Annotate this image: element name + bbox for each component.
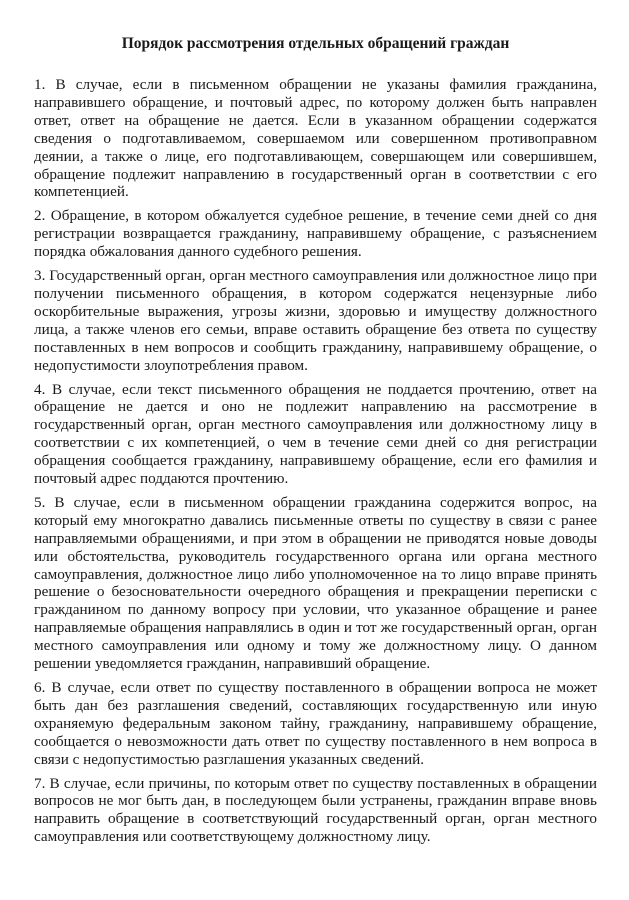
paragraph-6: 6. В случае, если ответ по существу поставленного в обращении вопроса не может быть дан без разглашения сведений, составляющих государственную или иную охраняемую федеральным законом тайну, гражданину, направившему обращение, сообщается о невозможности дать ответ по существу поставленного в нем вопроса в связи с недопустимостью разглашения указанных сведений.: [34, 679, 597, 768]
paragraph-5: 5. В случае, если в письменном обращении гражданина содержится вопрос, на который ему многократно давались письменные ответы по существу в связи с ранее направляемыми обращениями, и при этом в обращении не приводятся новые доводы или обстоятельства, руководитель государственного органа или органа местного самоуправления, должностное лицо либо уполномоченное на то лицо вправе принять решение о безосновательности очередного обращения и прекращении переписки с гражданином по данному вопросу при условии, что указанное обращение и ранее направляемые обращения направлялись в один и тот же государственный орган, орган местного самоуправления или одному и тому же должностному лицу. О данном решении уведомляется гражданин, направивший обращение.: [34, 493, 597, 673]
paragraph-2: 2. Обращение, в котором обжалуется судебное решение, в течение семи дней со дня регистрации возвращается гражданину, направившему обращение, с разъяснением порядка обжалования данного судебного решения.: [34, 207, 597, 261]
paragraph-7: 7. В случае, если причины, по которым ответ по существу поставленных в обращении вопросов не мог быть дан, в последующем были устранены, гражданин вправе вновь направить обращение в соответствующий государственный орган, орган местного самоуправления или соответствующему должностному лицу.: [34, 774, 597, 846]
document-page: [34, 34, 597, 852]
paragraph-1: 1. В случае, если в письменном обращении не указаны фамилия гражданина, направившего обращение, и почтовый адрес, по которому должен быть направлен ответ, ответ на обращение не дается. Если в указанном обращении содержатся сведения о подготавливаемом, совершаемом или совершенном противоправном деянии, а также о лице, его подготавливающем, совершающем или совершившем, обращение подлежит направлению в государственный орган в соответствии с его компетенцией.: [34, 76, 597, 201]
document-title: Порядок рассмотрения отдельных обращений граждан: [121, 35, 510, 52]
paragraph-3: 3. Государственный орган, орган местного самоуправления или должностное лицо при получении письменного обращения, в котором содержатся нецензурные либо оскорбительные выражения, угрозы жизни, здоровью и имуществу должностного лица, а также членов его семьи, вправе оставить обращение без ответа по существу поставленных в нем вопросов и сообщить гражданину, направившему обращение, о недопустимости злоупотребления правом.: [34, 267, 597, 374]
paragraph-4: 4. В случае, если текст письменного обращения не поддается прочтению, ответ на обращение не дается и оно не подлежит направлению на рассмотрение в государственный орган, орган местного самоуправления или должностному лицу в соответствии с их компетенцией, о чем в течение семи дней со дня регистрации обращения сообщается гражданину, направившему обращение, если его фамилия и почтовый адрес поддаются прочтению.: [34, 380, 597, 488]
